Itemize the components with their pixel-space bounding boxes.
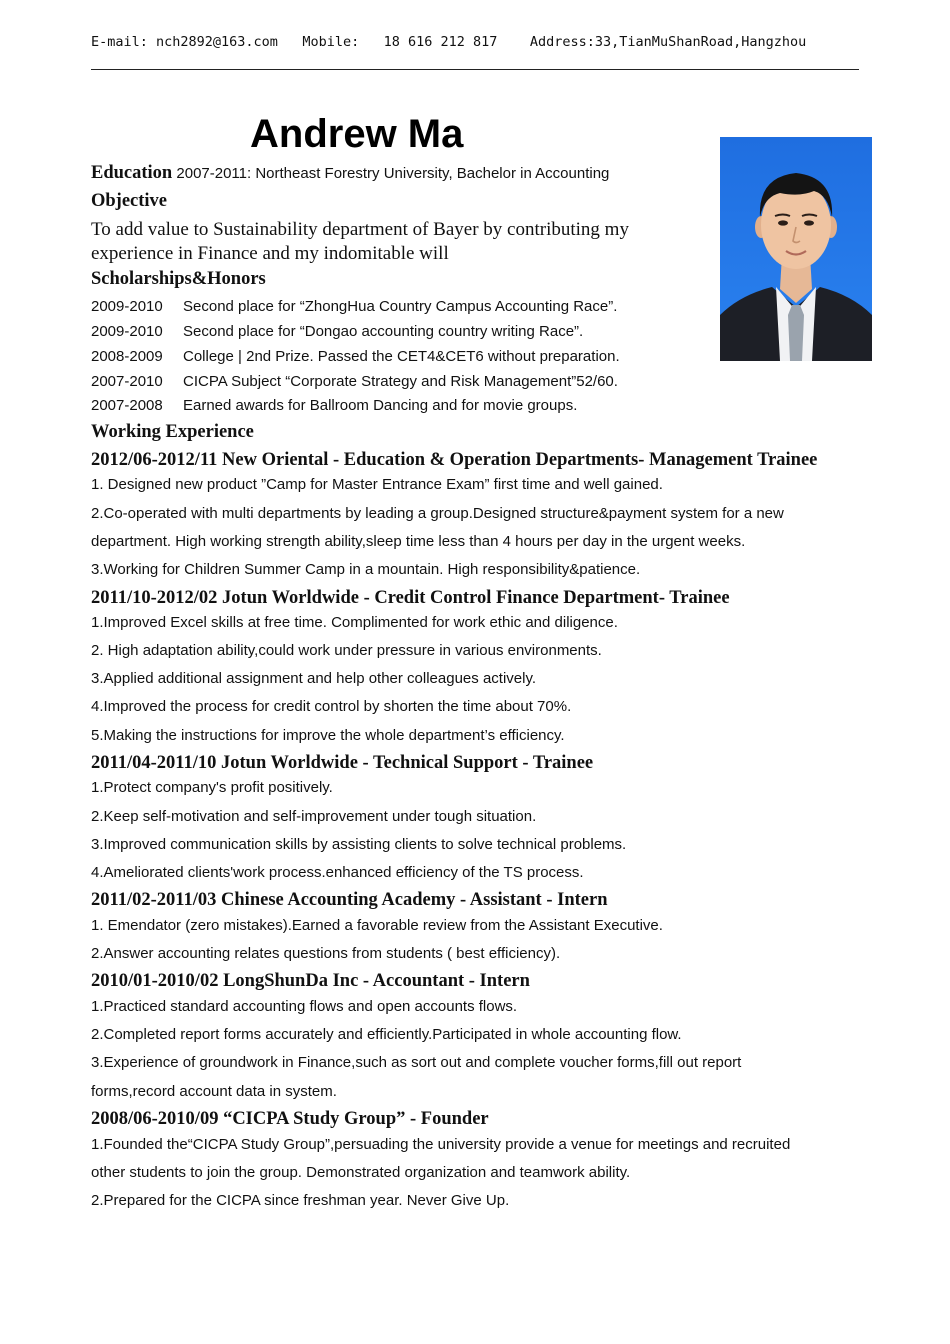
- education-line: [91, 163, 609, 184]
- honor-year: 2007-2010: [91, 373, 163, 390]
- objective-line: To add value to Sustainability department of Bayer by contributing my: [91, 219, 629, 240]
- honor-item: [91, 323, 583, 340]
- job-detail: 1.Protect company's profit positively.: [91, 779, 333, 796]
- honors-heading: Scholarships&Honors: [91, 269, 266, 289]
- contact-line: E-mail: nch2892@163.com Mobile: 18 616 212 817 Address:33,TianMuShanRoad,Hangzhou: [91, 34, 807, 50]
- job-detail: 4.Improved the process for credit control by shorten the time about 70%.: [91, 698, 572, 715]
- job-detail: 2.Keep self-motivation and self-improvement under tough situation.: [91, 808, 537, 825]
- honor-year: 2007-2008: [91, 397, 163, 414]
- job-detail: 1.Founded the“CICPA Study Group”,persuading the university provide a venue for meetings and recruited: [91, 1136, 791, 1153]
- education-text: 2007-2011: Northeast Forestry University, Bachelor in Accounting: [172, 165, 610, 182]
- profile-photo: [720, 137, 872, 361]
- job-detail: 1.Improved Excel skills at free time. Complimented for work ethic and diligence.: [91, 614, 618, 631]
- objective-heading: Objective: [91, 191, 168, 211]
- job-title: 2008/06-2010/09 “CICPA Study Group” - Founder: [91, 1109, 489, 1129]
- honor-text: CICPA Subject “Corporate Strategy and Risk Management”52/60.: [183, 373, 618, 390]
- job-detail: 3.Working for Children Summer Camp in a mountain. High responsibility&patience.: [91, 561, 641, 578]
- job-detail: 2.Prepared for the CICPA since freshman year. Never Give Up.: [91, 1192, 510, 1209]
- job-detail: 1.Practiced standard accounting flows and open accounts flows.: [91, 998, 518, 1015]
- job-detail: 2. High adaptation ability,could work under pressure in various environments.: [91, 642, 602, 659]
- job-title: 2011/02-2011/03 Chinese Accounting Academy - Assistant - Intern: [91, 890, 608, 910]
- job-detail: 4.Ameliorated clients'work process.enhanced efficiency of the TS process.: [91, 864, 584, 881]
- education-label: Education: [91, 163, 173, 183]
- honor-year: 2008-2009: [91, 348, 163, 365]
- job-detail: 3.Experience of groundwork in Finance,such as sort out and complete voucher forms,fill out report: [91, 1054, 742, 1071]
- honor-item: [91, 397, 577, 414]
- job-detail: 2.Completed report forms accurately and efficiently.Participated in whole accounting flow.: [91, 1026, 682, 1043]
- job-detail: 3.Improved communication skills by assisting clients to solve technical problems.: [91, 836, 627, 853]
- objective-line: experience in Finance and my indomitable will: [91, 243, 449, 264]
- job-title: 2011/04-2011/10 Jotun Worldwide - Technical Support - Trainee: [91, 753, 594, 773]
- job-detail: 5.Making the instructions for improve the whole department’s efficiency.: [91, 727, 565, 744]
- header-divider: [91, 69, 859, 70]
- candidate-name: Andrew Ma: [250, 112, 464, 156]
- job-detail: 1. Emendator (zero mistakes).Earned a favorable review from the Assistant Executive.: [91, 917, 663, 934]
- job-detail: 3.Applied additional assignment and help other colleagues actively.: [91, 670, 537, 687]
- honor-text: Second place for “Dongao accounting country writing Race”.: [183, 323, 584, 340]
- honor-year: 2009-2010: [91, 298, 163, 315]
- job-detail: other students to join the group. Demonstrated organization and teamwork ability.: [91, 1164, 631, 1181]
- job-title: 2010/01-2010/02 LongShunDa Inc - Accountant - Intern: [91, 971, 530, 991]
- honor-item: [91, 348, 620, 365]
- job-detail: department. High working strength ability,sleep time less than 4 hours per day in the urgent weeks.: [91, 533, 746, 550]
- work-heading: Working Experience: [91, 422, 254, 442]
- honor-item: [91, 373, 618, 390]
- honor-text: Second place for “ZhongHua Country Campus Accounting Race”.: [183, 298, 618, 315]
- job-detail: 1. Designed new product ”Camp for Master Entrance Exam” first time and well gained.: [91, 476, 663, 493]
- job-title: 2011/10-2012/02 Jotun Worldwide - Credit Control Finance Department- Trainee: [91, 588, 730, 608]
- job-detail: forms,record account data in system.: [91, 1083, 337, 1100]
- honor-text: Earned awards for Ballroom Dancing and for movie groups.: [183, 397, 578, 414]
- honor-text: College | 2nd Prize. Passed the CET4&CET6 without preparation.: [183, 348, 620, 365]
- job-detail: 2.Answer accounting relates questions from students ( best efficiency).: [91, 945, 561, 962]
- honor-year: 2009-2010: [91, 323, 163, 340]
- honor-item: [91, 298, 617, 315]
- job-title: 2012/06-2012/11 New Oriental - Education & Operation Departments- Management Trainee: [91, 450, 818, 470]
- job-detail: 2.Co-operated with multi departments by leading a group.Designed structure&payment system for a new: [91, 505, 784, 522]
